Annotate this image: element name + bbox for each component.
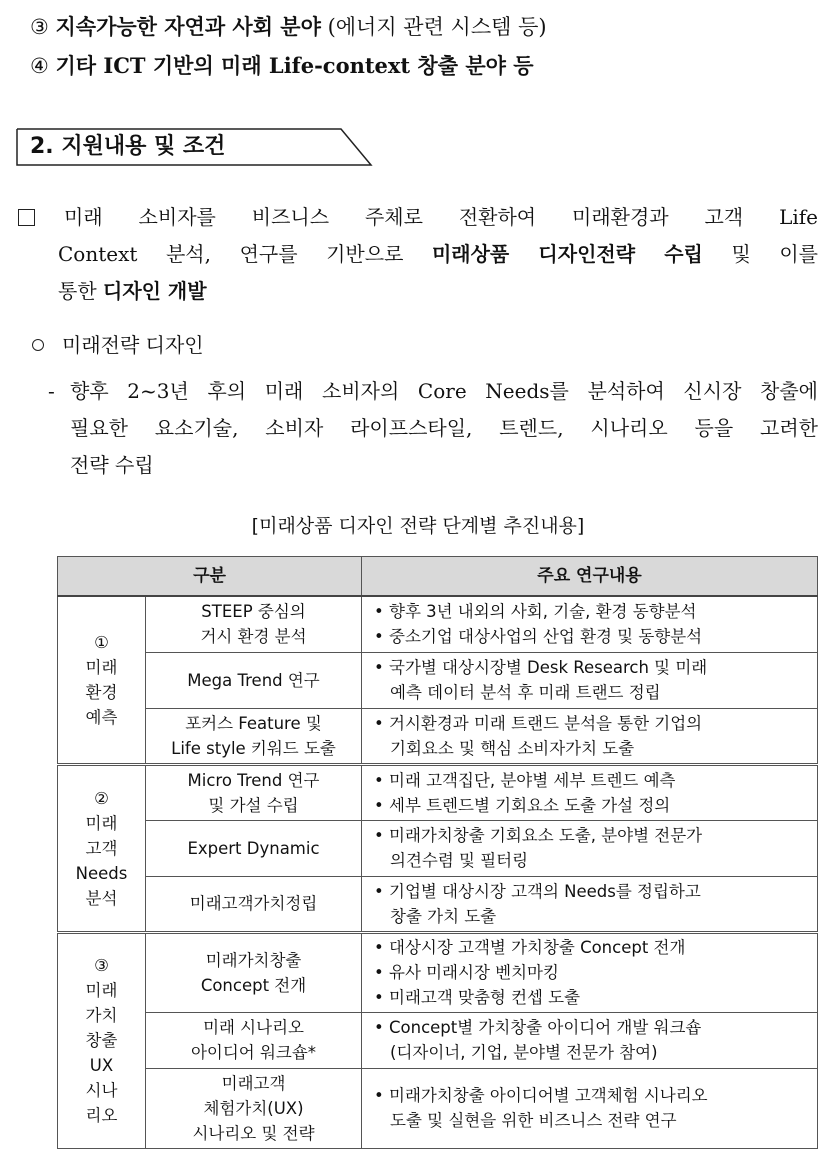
- table-row: [58, 820, 818, 876]
- subcategory-cell: [146, 652, 362, 708]
- table-row: [58, 932, 818, 1012]
- field-title: 지속가능한 자연과 사회 분야: [55, 14, 321, 39]
- table-row: [58, 1012, 818, 1068]
- sub-heading: 미래전략 디자인: [62, 333, 204, 357]
- field-number: ④: [30, 54, 49, 78]
- bullet-continuation: 예측 데이터 분석 후 미래 트랜드 정립: [390, 683, 661, 702]
- dash-line-2: 필요한 요소기술, 소비자 라이프스타일, 트렌드, 시나리오 등을 고려한: [70, 416, 818, 440]
- group-label-line: 미래: [85, 981, 118, 1000]
- bullet-item: • 기업별 대상시장 고객의 Needs를 정립하고: [374, 881, 701, 901]
- bullet-continuation: (디자이너, 기업, 분야별 전문가 참여): [390, 1043, 658, 1062]
- subcategory-line: 포커스 Feature 및: [185, 713, 322, 733]
- dash-icon: -: [48, 379, 55, 403]
- subcategory-line: 아이디어 워크숍*: [190, 1043, 317, 1062]
- bullet-item: • Concept별 가치창출 아이디어 개발 워크숍: [374, 1018, 702, 1037]
- subcategory-line: 미래고객가치정립: [189, 894, 318, 913]
- bullet-item: • 향후 3년 내외의 사회, 기술, 환경 동향분석: [374, 602, 697, 622]
- header-category: 구분: [58, 557, 362, 597]
- bullet-continuation: 도출 및 실현을 위한 비즈니스 전략 연구: [390, 1111, 677, 1130]
- field-item-3: [30, 13, 547, 41]
- subcategory-line: Concept 전개: [200, 975, 307, 995]
- dash-line-3: 전략 수립: [70, 453, 154, 477]
- subcategory-line: 및 가설 수립: [208, 795, 299, 815]
- intro-text: Context 분석, 연구를 기반으로: [58, 242, 432, 266]
- header-content: 주요 연구내용: [362, 557, 818, 597]
- strategy-table: [57, 556, 818, 1149]
- content-cell: [362, 652, 818, 708]
- group-label-line: 시나: [85, 1081, 118, 1100]
- content-cell: [362, 596, 818, 652]
- group-label-line: ②: [94, 788, 109, 808]
- intro-text: 통한: [58, 279, 103, 303]
- bullet-item: • 중소기업 대상사업의 산업 환경 및 동향분석: [374, 627, 703, 647]
- group-label-line: ①: [94, 632, 109, 652]
- subcategory-line: 미래 시나리오: [203, 1018, 304, 1037]
- table-row: [58, 652, 818, 708]
- group-label-line: 고객: [85, 838, 118, 858]
- field-title: 기타 ICT 기반의 미래 Life-context 창출 분야 등: [55, 53, 534, 78]
- field-number: ③: [30, 15, 49, 39]
- bullet-item: • 미래 고객집단, 분야별 세부 트렌드 예측: [374, 770, 676, 790]
- subcategory-cell: [146, 764, 362, 820]
- subcategory-cell: [146, 596, 362, 652]
- group-label: [58, 764, 146, 932]
- content-cell: [362, 932, 818, 1012]
- group-label-line: 리오: [85, 1106, 118, 1125]
- group-label-line: ③: [94, 956, 109, 975]
- table-row: [58, 1068, 818, 1148]
- group-label-line: 분석: [85, 888, 118, 908]
- intro-emphasis: 미래상품 디자인전략 수립: [431, 242, 703, 266]
- intro-paragraph: [58, 199, 818, 310]
- subcategory-cell: [146, 876, 362, 932]
- bullet-item: • 거시환경과 미래 트랜드 분석을 통한 기업의: [374, 713, 703, 733]
- bullet-item: • 대상시장 고객별 가치창출 Concept 전개: [374, 938, 686, 957]
- subcategory-line: Mega Trend 연구: [187, 670, 320, 690]
- group-label-line: Needs: [75, 863, 128, 883]
- subcategory-line: Expert Dynamic: [187, 838, 320, 858]
- content-cell: [362, 708, 818, 764]
- table-caption: [미래상품 디자인 전략 단계별 추진내용]: [251, 515, 585, 537]
- subcategory-cell: [146, 708, 362, 764]
- group-label-line: 예측: [85, 707, 118, 727]
- bullet-item: • 국가별 대상시장별 Desk Research 및 미래: [374, 658, 708, 677]
- content-cell: [362, 1068, 818, 1148]
- dash-line-1: 향후 2~3년 후의 미래 소비자의 Core Needs를 분석하여 신시장 창출에: [70, 379, 818, 403]
- intro-text: 및 이를: [702, 242, 818, 266]
- subcategory-line: 시나리오 및 전략: [192, 1123, 315, 1143]
- subcategory-line: Micro Trend 연구: [187, 770, 320, 790]
- dash-paragraph: [70, 373, 818, 484]
- subcategory-cell: [146, 932, 362, 1012]
- content-cell: [362, 1012, 818, 1068]
- group-label: [58, 932, 146, 1148]
- bullet-continuation: 기회요소 및 핵심 소비자가치 도출: [390, 738, 635, 758]
- table-header-row: [58, 557, 818, 597]
- bullet-item: • 미래가치창출 아이디어별 고객체험 시나리오: [374, 1086, 708, 1105]
- content-cell: [362, 820, 818, 876]
- content-cell: [362, 764, 818, 820]
- bullet-continuation: 의견수렴 및 필터링: [390, 851, 529, 870]
- subcategory-line: 미래가치창출: [205, 950, 302, 970]
- table-row: [58, 596, 818, 652]
- group-label-line: 미래: [85, 657, 118, 677]
- subcategory-cell: [146, 820, 362, 876]
- group-label-line: 창출: [85, 1031, 118, 1050]
- group-label-line: 환경: [85, 682, 118, 702]
- bullet-item: • 미래고객 맞춤형 컨셉 도출: [374, 988, 581, 1007]
- table-row: [58, 876, 818, 932]
- subcategory-line: 체험가치(UX): [203, 1098, 304, 1118]
- circle-bullet-icon: [32, 339, 44, 351]
- field-note: (에너지 관련 시스템 등): [320, 15, 547, 39]
- group-label-line: 가치: [85, 1006, 118, 1025]
- intro-line-1: 미래 소비자를 비즈니스 주체로 전환하여 미래환경과 고객 Life: [64, 205, 818, 229]
- subcategory-line: Life style 키워드 도출: [171, 738, 336, 758]
- subcategory-line: STEEP 중심의: [201, 602, 306, 622]
- bullet-item: • 세부 트렌드별 기회요소 도출 가설 정의: [374, 795, 671, 815]
- group-label: [58, 596, 146, 764]
- checkbox-square-icon: [18, 209, 35, 226]
- intro-line-3: [58, 273, 818, 310]
- table-row: [58, 708, 818, 764]
- subcategory-line: 거시 환경 분석: [200, 627, 307, 647]
- bullet-item: • 유사 미래시장 벤치마킹: [374, 963, 559, 982]
- subcategory-cell: [146, 1012, 362, 1068]
- bullet-item: • 미래가치창출 기회요소 도출, 분야별 전문가: [374, 826, 703, 845]
- group-label-line: 미래: [85, 813, 118, 833]
- intro-emphasis: 디자인 개발: [103, 279, 207, 303]
- intro-line-2: [58, 236, 818, 273]
- group-label-line: UX: [89, 1056, 114, 1075]
- subcategory-cell: [146, 1068, 362, 1148]
- content-cell: [362, 876, 818, 932]
- bullet-continuation: 창출 가치 도출: [390, 906, 497, 926]
- section-title: 2. 지원내용 및 조건: [30, 134, 226, 159]
- field-item-4: [30, 52, 533, 80]
- section-header: [16, 128, 376, 168]
- table-row: [58, 764, 818, 820]
- subcategory-line: 미래고객: [221, 1073, 286, 1093]
